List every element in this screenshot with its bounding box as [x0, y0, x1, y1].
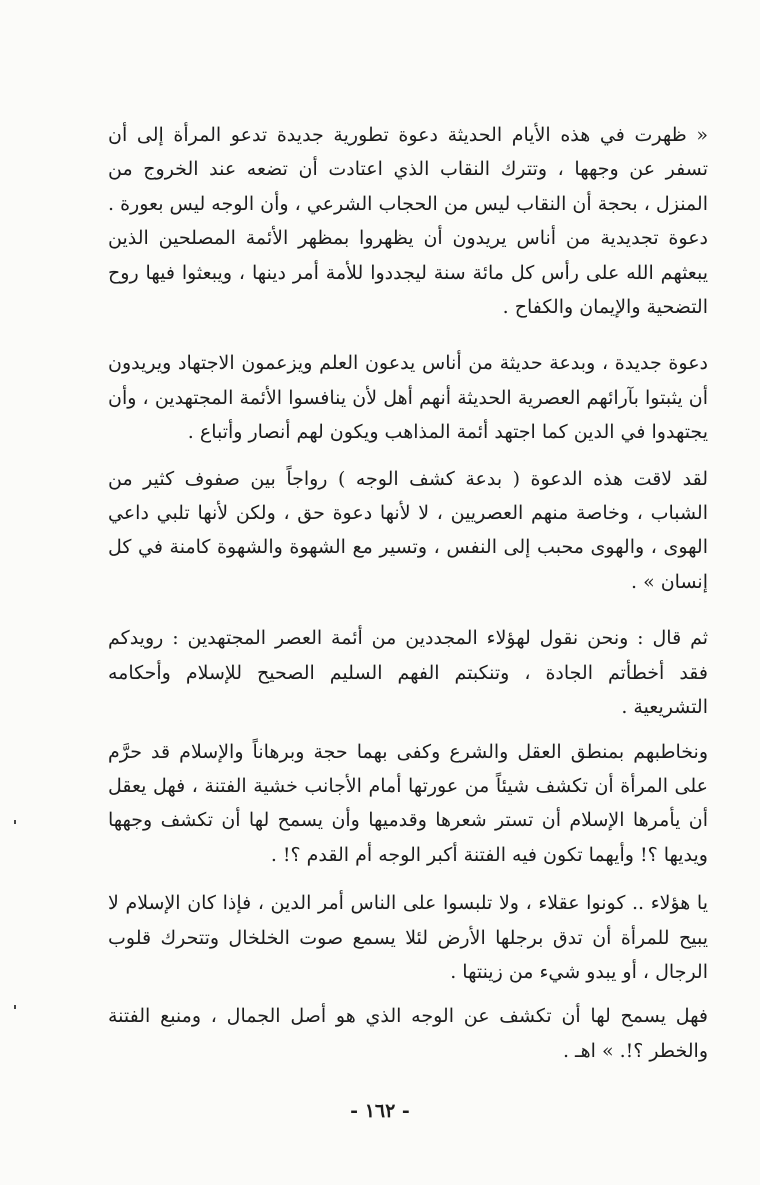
page-number: - ١٦٢ - [350, 1100, 410, 1122]
paragraph-6: يا هؤلاء .. كونوا عقلاء ، ولا تلبسوا على الناس أمر الدين ، فإذا كان الإسلام لا يبيح للمرأة أن تدق برجلها الأرض لئلا يسمع صوت الخلخال وتتحرك قلوب الرجال ، أو يبدو شيء من زينتها . [108, 892, 708, 983]
paragraph-3: لقد لاقت هذه الدعوة ( بدعة كشف الوجه ) رواجاً بين صفوف كثير من الشباب ، وخاصة منهم العصريين ، لا لأنها دعوة حق ، ولكن لأنها تلبي داعي الهوى ، والهوى محبب إلى النفس ، وتسير مع الشهوة والشهوة كامنة في كل إنسان » . [108, 467, 708, 593]
paragraph-4: ثم قال : ونحن نقول لهؤلاء المجددين من أئمة العصر المجتهدين : رويدكم فقد أخطأتم الجادة ، وتنكبتم الفهم السليم الصحيح للإسلام وأحكامه التشريعية . [108, 627, 708, 719]
body-text [108, 118, 708, 1068]
paragraph-1: « ظهرت في هذه الأيام الحديثة دعوة تطورية جديدة تدعو المرأة إلى أن تسفر عن وجهها ، وتترك النقاب الذي اعتادت أن تضعه عند الخروج من المنزل ، بحجة أن النقاب ليس من الحجاب الشرعي ، وأن الوجه ليس بعورة . دعوة تجديدية من أناس يريدون أن يظهروا بمظهر الأئمة المصلحين الذين يبعثهم الله على رأس كل مائة سنة ليجددوا للأمة أمر دينها ، ويبعثوا فيها روح التضحية والإيمان والكفاح . [108, 124, 708, 319]
paragraph-5: ونخاطبهم بمنطق العقل والشرع وكفى بهما حجة وبرهاناً والإسلام قد حرَّم على المرأة أن تكشف شيئاً من عورتها أمام الأجانب خشية الفتنة ، فهل يعقل أن يأمرها الإسلام أن تستر شعرها وقدميها وأن يسمح لها أن تكشف وجهها ويديها ؟! وأيهما تكون فيه الفتنة أكبر الوجه أم القدم ؟! . [108, 740, 708, 866]
paragraph-7: فهل يسمح لها أن تكشف عن الوجه الذي هو أصل الجمال ، ومنبع الفتنة والخطر ؟!. » اهـ . [108, 1005, 708, 1062]
scan-mark [14, 1005, 16, 1009]
scan-mark [14, 820, 16, 824]
paragraph-2: دعوة جديدة ، وبدعة حديثة من أناس يدعون العلم ويزعمون الاجتهاد ويريدون أن يثبتوا بآرائهم العصرية الحديثة أنهم أهل لأن ينافسوا الأئمة المجتهدين ، وأن يجتهدوا في الدين كما اجتهد أئمة المذاهب ويكون لهم أنصار وأتباع . [108, 352, 708, 444]
